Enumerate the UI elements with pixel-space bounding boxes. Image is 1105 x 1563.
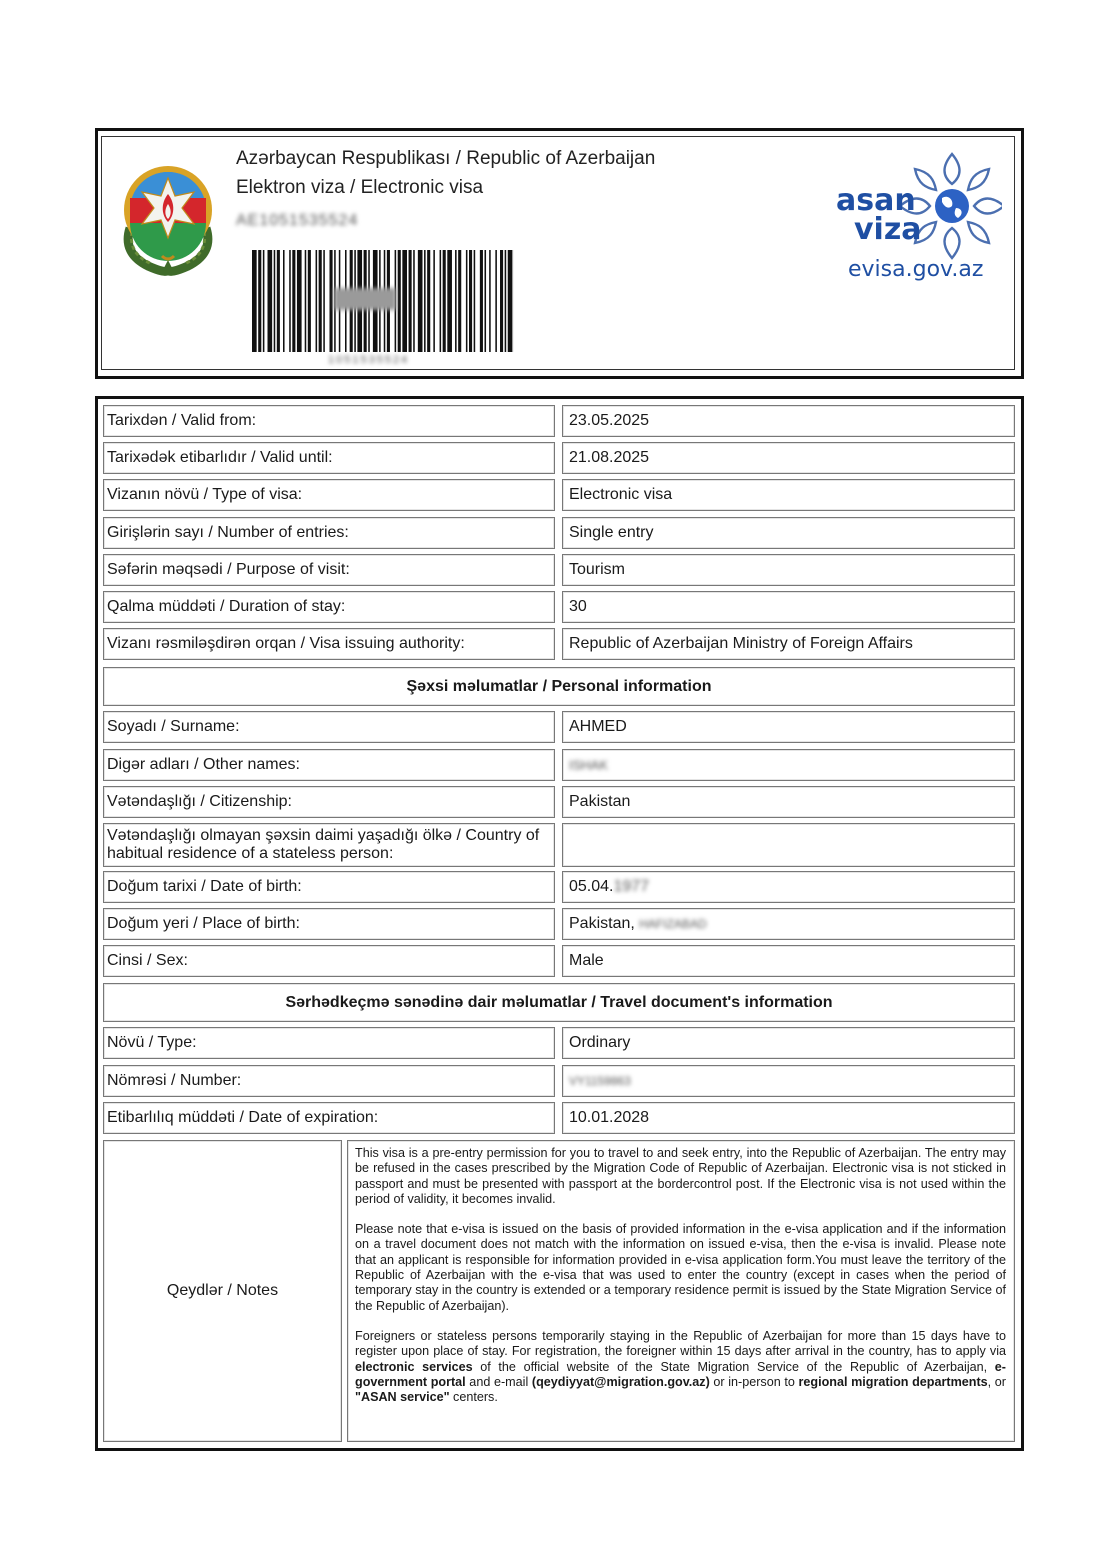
title-republic: Azərbaycan Respublikası / Republic of Azerbaijan bbox=[236, 148, 656, 169]
notes-label: Qeydlər / Notes bbox=[103, 1140, 342, 1442]
label-citizenship: Vətəndaşlığı / Citizenship: bbox=[103, 786, 555, 818]
birth-city-redacted: HAFIZABAD bbox=[639, 917, 707, 931]
label-number-of-entries: Girişlərin sayı / Number of entries: bbox=[103, 517, 555, 549]
label-document-type: Növü / Type: bbox=[103, 1027, 555, 1059]
label-duration-of-stay: Qalma müddəti / Duration of stay: bbox=[103, 591, 555, 623]
notes-paragraph-2: Please note that e-visa is issued on the basis of provided information in the e-visa application and if the information on a travel document does not match with the information on issued e-visa, then the e-visa is invalid. Please note that an applicant is responsible for information provided in e-visa application form.You must leave the territory of the Republic of Azerbaijan with the e-visa that was used to enter the country (except in cases when the period of temporary stay in the country is extended or a temporary residence permit is issued by the State Migration Service of the Republic of Azerbaijan). bbox=[355, 1222, 1006, 1313]
value-date-of-birth: 05.04.1977 bbox=[562, 871, 1015, 903]
barcode bbox=[252, 250, 514, 352]
visa-number-redacted: AE1051535524 bbox=[236, 212, 359, 229]
asan-viza-logo bbox=[830, 146, 1002, 294]
label-valid-until: Tarixədək etibarlıdır / Valid until: bbox=[103, 442, 555, 474]
value-duration-of-stay: 30 bbox=[562, 591, 1015, 623]
label-date-of-expiration: Etibarlılıq müddəti / Date of expiration: bbox=[103, 1102, 555, 1134]
migration-email: (qeydiyyat@migration.gov.az) bbox=[531, 1374, 710, 1389]
label-date-of-birth: Doğum tarixi / Date of birth: bbox=[103, 871, 555, 903]
azerbaijan-coat-of-arms-icon bbox=[118, 158, 218, 276]
label-type-of-visa: Vizanın növü / Type of visa: bbox=[103, 479, 555, 511]
value-issuing-authority: Republic of Azerbaijan Ministry of Foreign Affairs bbox=[562, 628, 1015, 660]
label-surname: Soyadı / Surname: bbox=[103, 711, 555, 743]
notes-paragraph-3: Foreigners or stateless persons temporarily staying in the Republic of Azerbaijan for more than 15 days have to register upon place of stay. For registration, the foreigner within 15 days after arrival in the country, has to apply via electronic services of the official website of the State Migration Service of the Republic of Azerbaijan, e-government portal and e-mail (qeydiyyat@migration.gov.az) or in-person to regional migration departments, or "ASAN service" centers. bbox=[355, 1328, 1006, 1405]
section-personal-information: Şəxsi məlumatlar / Personal information bbox=[103, 667, 1015, 706]
notes-paragraph-1: This visa is a pre-entry permission for you to travel to and seek entry, into the Republic of Azerbaijan. The entry may be refused in the cases prescribed by the Migration Code of Republic of Azerbaijan. Electronic visa is not sticked in passport and must be presented with passport at the bordercontrol post. If the Electronic visa is not used within the period of validity, it becomes invalid. bbox=[355, 1146, 1006, 1206]
label-document-number: Nömrəsi / Number: bbox=[103, 1065, 555, 1097]
barcode-number-redacted: 1051535524 bbox=[328, 354, 410, 366]
label-stateless-residence: Vətəndaşlığı olmayan şəxsin daimi yaşadığı ölkə / Country of habitual residence of a stateless person: bbox=[103, 823, 555, 867]
birth-year-redacted: 1977 bbox=[613, 878, 650, 895]
section-travel-document: Sərhədkeçmə sənədinə dair məlumatlar / Travel document's information bbox=[103, 983, 1015, 1022]
value-other-names: ISHAK bbox=[562, 749, 1015, 781]
logo-word-asan: asan bbox=[836, 183, 916, 218]
label-purpose-of-visit: Səfərin məqsədi / Purpose of visit: bbox=[103, 554, 555, 586]
logo-website: evisa.gov.az bbox=[848, 257, 984, 282]
value-type-of-visa: Electronic visa bbox=[562, 479, 1015, 511]
value-purpose-of-visit: Tourism bbox=[562, 554, 1015, 586]
label-place-of-birth: Doğum yeri / Place of birth: bbox=[103, 908, 555, 940]
value-number-of-entries: Single entry bbox=[562, 517, 1015, 549]
title-electronic-visa: Elektron viza / Electronic visa bbox=[236, 177, 484, 198]
value-document-number: VY1159863 bbox=[562, 1065, 1015, 1097]
label-valid-from: Tarixdən / Valid from: bbox=[103, 405, 555, 437]
value-stateless-residence bbox=[562, 823, 1015, 867]
value-valid-until: 21.08.2025 bbox=[562, 442, 1015, 474]
value-citizenship: Pakistan bbox=[562, 786, 1015, 818]
value-place-of-birth: Pakistan, HAFIZABAD bbox=[562, 908, 1015, 940]
value-valid-from: 23.05.2025 bbox=[562, 405, 1015, 437]
label-sex: Cinsi / Sex: bbox=[103, 945, 555, 977]
label-other-names: Digər adları / Other names: bbox=[103, 749, 555, 781]
value-document-type: Ordinary bbox=[562, 1027, 1015, 1059]
value-sex: Male bbox=[562, 945, 1015, 977]
value-date-of-expiration: 10.01.2028 bbox=[562, 1102, 1015, 1134]
label-issuing-authority: Vizanı rəsmiləşdirən orqan / Visa issuing authority: bbox=[103, 628, 555, 660]
value-surname: AHMED bbox=[562, 711, 1015, 743]
notes-text bbox=[347, 1140, 1015, 1442]
logo-word-viza: viza bbox=[854, 212, 922, 247]
